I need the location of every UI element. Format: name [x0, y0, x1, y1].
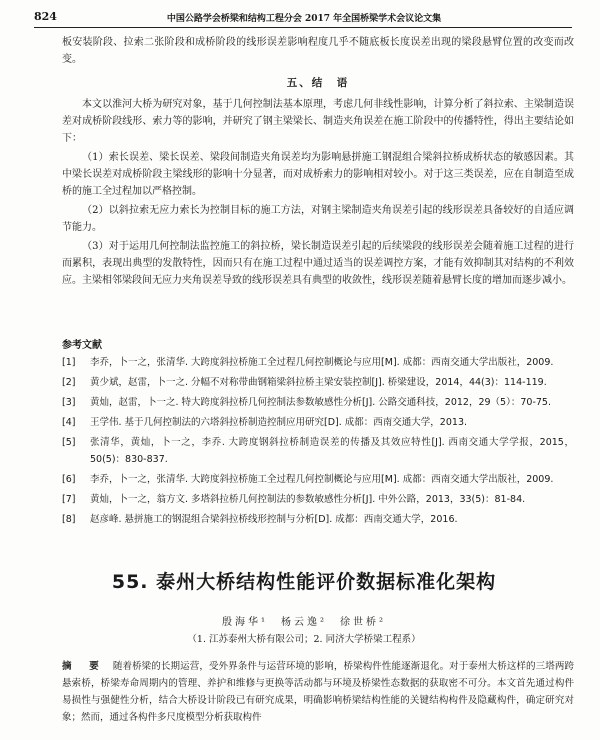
reference-item: [6] 李乔，卜一之，张清华. 大跨度斜拉桥施工全过程几何控制概论与应用[M]. 成都：西南交通大学出版社，2009. [62, 474, 554, 485]
conclusion-item-3: （3）对于运用几何控制法监控施工的斜拉桥，梁长制造误差引起的后续梁段的线形误差会随着施工过程的进行而累积，表现出典型的发散特性，因而只有在施工过程中通过适当的误差调控方案，才能有效抑制其对结构的不利效应。主梁相邻梁段间无应力夹角误差导致的线形误差具有典型的收敛性，线形误差随着悬臂长度的增加而逐步减小。 [62, 241, 574, 286]
reference-list [62, 354, 574, 531]
running-title: 中国公路学会桥梁和结构工程分会 2017 年全国桥梁学术会议论文集 [166, 14, 442, 24]
reference-item: [8] 赵彦峰. 悬拼施工的钢混组合梁斜拉桥线形控制与分析[D]. 成都：西南交通大学，2016. [62, 514, 458, 525]
reference-item: [5] 张清华，黄灿，卜一之，李乔. 大跨度钢斜拉桥制造误差的传播及其效应特性[J]. 西南交通大学学报，2015，50(5)：830-837. [62, 437, 574, 465]
reference-item: [7] 黄灿，卜一之，翁方文. 多塔斜拉桥几何控制法的参数敏感性分析[J]. 中外公路，2013，33(5)：81-84. [62, 494, 526, 505]
paper-affiliation: （1. 江苏泰州大桥有限公司；2. 同济大学桥梁工程系） [187, 634, 421, 645]
paper-authors: 殷海华¹ 杨云逸² 徐世桥² [221, 617, 387, 628]
paper-title: 55. 泰州大桥结构性能评价数据标准化架构 [111, 571, 497, 593]
running-header [34, 10, 574, 26]
conclusion-lead: 本文以淮河大桥为研究对象，基于几何控制法基本原理，考虑几何非线性影响，计算分析了斜拉索、主梁制造误差对成桥阶段线形、索力等的影响，并研究了钢主梁梁长、制造夹角误差在施工阶段中的传播特性，得出主要结论如下： [62, 99, 574, 144]
reference-item: [1] 李乔，卜一之，张清华. 大跨度斜拉桥施工全过程几何控制概论与应用[M]. 成都：西南交通大学出版社，2009. [62, 357, 554, 368]
section-heading: 五、结 语 [286, 77, 350, 89]
reference-item: [3] 黄灿，赵雷，卜一之. 特大跨度斜拉桥几何控制法参数敏感性分析[J]. 公路交通科技，2012，29（5）：70-75. [62, 397, 551, 408]
abstract-label: 摘 要 [62, 661, 103, 672]
reference-item: [4] 王学伟. 基于几何控制法的六塔斜拉桥制造控制应用研究[D]. 成都：西南交通大学，2013. [62, 417, 468, 428]
conclusion-item-2: （2）以斜拉索无应力索长为控制目标的施工方法，对钢主梁制造夹角误差引起的线形误差具备较好的自适应调节能力。 [62, 205, 574, 233]
header-rule [34, 27, 572, 28]
page-number: 824 [34, 10, 57, 23]
intro-paragraph: 板安装阶段、拉索二张阶段和成桥阶段的线形误差影响程度几乎不随底板长度误差出现的梁段悬臂位置的改变而改变。 [62, 37, 574, 65]
reference-item: [2] 黄少斌，赵雷，卜一之. 分幅不对称带曲钢箱梁斜拉桥主梁安装控制[J]. 桥梁建设，2014，44(3)：114-119. [62, 377, 547, 388]
references-heading: 参考文献 [62, 340, 102, 351]
abstract [62, 658, 574, 726]
abstract-text: 随着桥梁的长期运营，受外界条件与运营环境的影响，桥梁构件性能逐渐退化。对于泰州大桥这样的三塔两跨悬索桥，桥梁寿命周期内的管理、养护和维修与更换等活动都与环境及桥梁性态数据的获取密不可分。本文首先通过构件易损性与强健性分析，结合大桥设计阶段已有研究成果，明确影响桥梁结构性能的关键结构构件及隐藏构件，确定研究对象；然而，通过各构件多尺度模型分析获取构件 [62, 661, 574, 723]
conclusion-item-1: （1）索长误差、梁长误差、梁段间制造夹角误差均为影响悬拼施工钢混组合梁斜拉桥成桥状态的敏感因素。其中梁长误差对成桥阶段主梁线形的影响十分显著，而对成桥索力的影响相对较小。对于这三类误差，应在自制造至成桥的施工全过程加以严格控制。 [62, 152, 574, 197]
